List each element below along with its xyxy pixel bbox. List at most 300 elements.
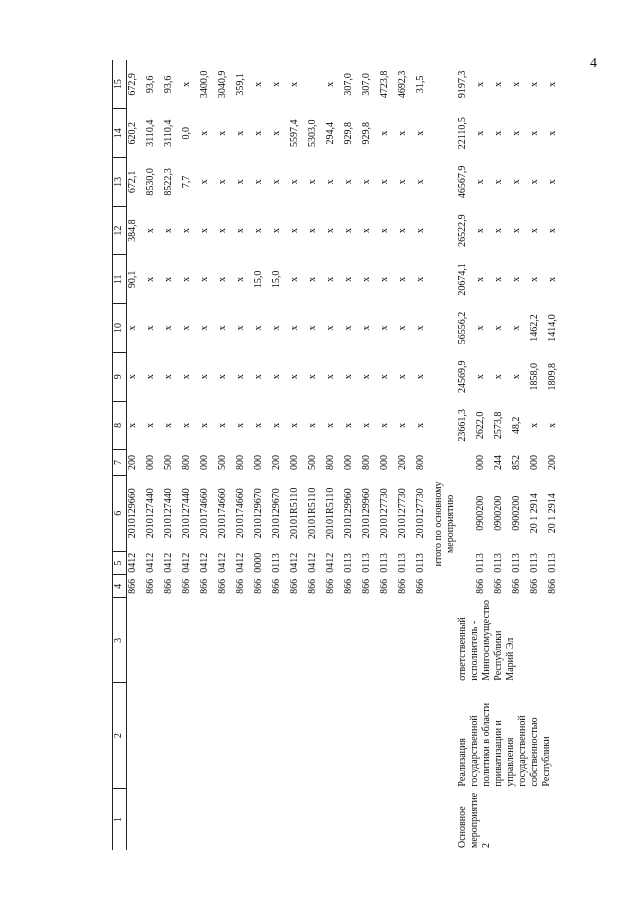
column-header: 11 <box>113 255 127 304</box>
table-cell: x <box>547 228 558 234</box>
table-cell: x <box>361 228 372 234</box>
table-cell: 866 <box>397 578 408 594</box>
table-cell: 200 <box>547 454 558 470</box>
table-cell: x <box>325 374 336 380</box>
empty-cell <box>145 598 163 683</box>
table-cell: x <box>289 228 300 234</box>
table-cell: 2010127730 <box>397 488 408 539</box>
table-cell: 20101R5110 <box>289 487 300 539</box>
table-cell: 3400,0 <box>199 70 210 99</box>
table-cell: x <box>379 130 390 136</box>
table-cell: 359,1 <box>235 73 246 96</box>
table-cell: x <box>127 325 138 331</box>
table-cell: x <box>397 422 408 428</box>
table-cell: 2573,8 <box>493 411 504 440</box>
table-row <box>379 60 397 850</box>
table-cell: x <box>397 276 408 282</box>
table-cell: x <box>199 374 210 380</box>
table-cell: 852 <box>511 454 522 470</box>
table-cell: 93,6 <box>145 75 156 94</box>
table-cell: x <box>361 325 372 331</box>
total-cell: 46567,9 <box>457 165 468 199</box>
empty-cell <box>415 683 433 789</box>
table-cell: x <box>289 179 300 185</box>
table-cell: 500 <box>217 454 228 470</box>
table-cell: 0113 <box>397 553 408 573</box>
table-cell: x <box>271 228 282 234</box>
empty-cell <box>235 598 253 683</box>
table-cell: x <box>547 276 558 282</box>
table-cell: x <box>235 228 246 234</box>
table-row <box>145 60 163 850</box>
table-row <box>217 60 235 850</box>
table-cell: x <box>181 374 192 380</box>
table-cell: 3040,9 <box>217 70 228 99</box>
table-cell: 2010174660 <box>217 488 228 539</box>
table-cell: 866 <box>379 578 390 594</box>
total-cell: 26522,9 <box>457 214 468 247</box>
table-cell: 1858,0 <box>529 362 540 391</box>
table-cell: 0113 <box>271 553 282 573</box>
table-cell: x <box>475 276 486 282</box>
column-header: 7 <box>113 450 127 475</box>
table-cell: 0900200 <box>493 495 504 531</box>
empty-cell <box>163 683 181 789</box>
table-cell: x <box>253 130 264 136</box>
table-cell: 294,4 <box>325 121 336 145</box>
table-cell: x <box>343 422 354 428</box>
table-cell: x <box>415 422 426 428</box>
empty-cell <box>271 598 289 683</box>
table-cell: x <box>271 179 282 185</box>
table-cell: x <box>163 422 174 428</box>
table-cell: x <box>289 81 300 87</box>
table-cell: 2010127730 <box>415 488 426 539</box>
page-number: 4 <box>590 56 597 71</box>
table-cell: x <box>253 81 264 87</box>
table-cell: 500 <box>307 454 318 470</box>
empty-cell <box>199 598 217 683</box>
table-cell: x <box>475 374 486 380</box>
total-cell <box>457 450 475 475</box>
table-cell: x <box>253 179 264 185</box>
table-cell: 866 <box>289 578 300 594</box>
table-row <box>199 60 217 850</box>
table-row <box>235 60 253 850</box>
table-cell: 2010129960 <box>361 488 372 539</box>
empty-cell <box>433 683 457 789</box>
empty-cell <box>397 789 415 850</box>
table-cell: x <box>307 374 318 380</box>
table-cell: 2010174660 <box>199 488 210 539</box>
empty-cell <box>181 789 199 850</box>
empty-cell <box>289 789 307 850</box>
empty-cell <box>397 598 415 683</box>
empty-cell <box>289 683 307 789</box>
empty-cell <box>343 683 361 789</box>
table-cell: 0412 <box>199 552 210 573</box>
empty-cell <box>379 789 397 850</box>
table-cell: 8530,0 <box>145 168 156 196</box>
table-cell: 0412 <box>163 552 174 573</box>
table-cell: x <box>181 325 192 331</box>
table-cell: x <box>181 228 192 234</box>
table-cell: 1414,0 <box>547 314 558 342</box>
table-cell: x <box>217 325 228 331</box>
table-cell: 800 <box>181 454 192 470</box>
table-cell: 0113 <box>361 553 372 573</box>
table-row <box>361 60 379 850</box>
table-cell: x <box>397 325 408 331</box>
empty-cell <box>271 789 289 850</box>
table-cell: 800 <box>415 454 426 470</box>
empty-cell <box>433 789 457 850</box>
table-cell: 866 <box>163 578 174 594</box>
table-row <box>271 60 289 850</box>
table-row <box>397 60 415 850</box>
empty-cell <box>271 683 289 789</box>
table-cell: x <box>511 81 522 87</box>
empty-cell <box>343 789 361 850</box>
table-cell: x <box>163 276 174 282</box>
total-cell: 56556,2 <box>457 311 468 345</box>
empty-cell <box>235 683 253 789</box>
table-cell: x <box>511 374 522 380</box>
table-cell: 0113 <box>343 553 354 573</box>
empty-cell <box>217 683 235 789</box>
column-header: 4 <box>113 575 127 598</box>
total-row <box>457 60 475 850</box>
table-row <box>289 60 307 850</box>
table-cell: 2010174660 <box>235 488 246 539</box>
empty-cell <box>325 683 343 789</box>
table-cell: x <box>163 228 174 234</box>
table-cell: x <box>235 130 246 136</box>
table-cell: x <box>343 276 354 282</box>
total-cell: 9197,3 <box>457 70 468 99</box>
empty-cell <box>217 789 235 850</box>
table-cell: x <box>361 374 372 380</box>
column-header: 2 <box>113 683 127 789</box>
table-cell: 0412 <box>181 552 192 573</box>
empty-cell <box>433 598 457 683</box>
table-cell: x <box>379 179 390 185</box>
table-cell: x <box>529 276 540 282</box>
empty-cell <box>217 598 235 683</box>
table-cell: x <box>529 228 540 234</box>
table-cell: 2010129670 <box>271 488 282 539</box>
empty-cell <box>433 109 457 158</box>
table-cell: x <box>181 422 192 428</box>
table-cell: 2010127440 <box>181 488 192 539</box>
empty-cell <box>145 683 163 789</box>
table-cell: 15,0 <box>253 270 264 289</box>
table-cell: x <box>145 374 156 380</box>
table-cell: x <box>493 228 504 234</box>
table-cell: 93,6 <box>163 75 174 94</box>
table-cell: x <box>217 374 228 380</box>
table-cell: x <box>217 179 228 185</box>
table-cell: 1809,8 <box>547 362 558 391</box>
empty-cell <box>127 683 146 789</box>
table-cell: 3110,4 <box>145 119 156 147</box>
column-header: 9 <box>113 352 127 401</box>
table-cell: x <box>181 276 192 282</box>
table-cell: 20 1 2914 <box>547 493 558 534</box>
table-cell: x <box>325 422 336 428</box>
table-cell: x <box>271 422 282 428</box>
table-cell: x <box>511 276 522 282</box>
table-cell: 672,1 <box>127 170 138 194</box>
empty-cell <box>361 789 379 850</box>
table-cell: x <box>343 325 354 331</box>
table-cell: 866 <box>127 578 138 594</box>
budget-table <box>112 60 565 850</box>
table-cell: x <box>361 422 372 428</box>
table-cell: x <box>307 179 318 185</box>
table-cell: x <box>475 228 486 234</box>
activity-name-cell: Реализация государственной политики в области приватизации и управления государственной собственностью Республики <box>457 702 552 787</box>
table-cell: 0113 <box>493 553 504 573</box>
table-cell: 929,8 <box>361 121 372 145</box>
table-cell: x <box>475 325 486 331</box>
table-cell: 20 1 2914 <box>529 493 540 534</box>
table-cell: x <box>325 179 336 185</box>
header-row <box>113 60 127 850</box>
table-cell: 672,9 <box>127 73 138 96</box>
table-cell: x <box>415 276 426 282</box>
table-cell: 0113 <box>415 553 426 573</box>
table-cell: 2010127440 <box>145 488 156 539</box>
table-cell: x <box>325 325 336 331</box>
table-cell: x <box>217 276 228 282</box>
empty-cell <box>397 683 415 789</box>
table-cell: x <box>199 422 210 428</box>
table-cell: x <box>325 81 336 87</box>
responsible-executor-cell: ответственный исполнитель - Мингосимущество Республики Марий Эл <box>457 600 516 681</box>
table-cell: x <box>547 130 558 136</box>
table-cell: 5303,0 <box>307 119 318 147</box>
activity-type-cell: Основное мероприятие 2 <box>457 792 492 848</box>
table-cell: 4723,8 <box>379 70 390 99</box>
table-row <box>181 60 199 850</box>
table-cell: x <box>253 422 264 428</box>
table-cell: x <box>415 325 426 331</box>
empty-cell <box>181 598 199 683</box>
table-cell: 2622,0 <box>475 411 486 440</box>
table-cell: x <box>163 374 174 380</box>
table-cell: 000 <box>475 454 486 470</box>
table-row <box>343 60 361 850</box>
table-cell: x <box>415 179 426 185</box>
table-cell: x <box>127 422 138 428</box>
empty-cell <box>415 789 433 850</box>
empty-cell <box>145 789 163 850</box>
empty-cell <box>325 598 343 683</box>
table-cell: x <box>235 276 246 282</box>
table-cell: x <box>493 81 504 87</box>
table-cell: 929,8 <box>343 121 354 145</box>
table-cell: 200 <box>127 454 138 470</box>
table-cell: 48,2 <box>511 416 522 435</box>
table-cell: 0113 <box>475 553 486 573</box>
table-cell: 866 <box>511 578 522 594</box>
table-cell: 000 <box>343 454 354 470</box>
empty-cell <box>433 401 457 450</box>
table-cell: x <box>325 276 336 282</box>
empty-cell <box>307 683 325 789</box>
table-cell: 866 <box>307 578 318 594</box>
table-cell: 866 <box>253 578 264 594</box>
empty-cell <box>253 789 271 850</box>
table-cell: 2010129960 <box>343 488 354 539</box>
table-cell: x <box>217 130 228 136</box>
table-cell: 307,0 <box>343 73 354 96</box>
table-cell: x <box>199 130 210 136</box>
table-cell: 244 <box>493 454 504 470</box>
table-cell: x <box>397 179 408 185</box>
table-cell: 620,2 <box>127 121 138 145</box>
table-cell: x <box>493 276 504 282</box>
table-cell: 866 <box>235 578 246 594</box>
table-cell: x <box>493 374 504 380</box>
table-cell: x <box>271 374 282 380</box>
table-cell: x <box>397 374 408 380</box>
table-cell: x <box>415 130 426 136</box>
table-cell: 000 <box>145 454 156 470</box>
table-cell: 5597,4 <box>289 119 300 147</box>
table-cell: 8522,3 <box>163 168 174 196</box>
table-cell: x <box>307 325 318 331</box>
table-cell: 0412 <box>235 552 246 573</box>
empty-cell <box>433 255 457 304</box>
table-cell: 2010129670 <box>253 488 264 539</box>
table-cell: 0113 <box>511 553 522 573</box>
table-cell: 0412 <box>217 552 228 573</box>
table-cell: 307,0 <box>361 73 372 96</box>
empty-cell <box>127 789 146 850</box>
table-cell: x <box>529 130 540 136</box>
empty-cell <box>163 598 181 683</box>
table-cell: 4692,3 <box>397 70 408 99</box>
table-cell: x <box>325 228 336 234</box>
table-cell: x <box>181 81 192 87</box>
table-cell: x <box>127 374 138 380</box>
table-cell: 866 <box>343 578 354 594</box>
table-cell: 2010127440 <box>163 488 174 539</box>
table-cell: 3110,4 <box>163 119 174 147</box>
table-cell: x <box>379 422 390 428</box>
empty-cell <box>433 304 457 353</box>
table-cell: x <box>217 422 228 428</box>
table-cell: 800 <box>361 454 372 470</box>
table-cell: 000 <box>529 454 540 470</box>
table-cell: 384,8 <box>127 219 138 242</box>
total-cell <box>457 551 475 574</box>
table-cell: x <box>529 422 540 428</box>
table-row <box>325 60 343 850</box>
column-header: 8 <box>113 401 127 450</box>
table-cell: x <box>145 325 156 331</box>
total-cell: 23661,3 <box>457 409 468 442</box>
table-cell: x <box>235 374 246 380</box>
total-label-row <box>433 60 457 850</box>
total-cell: 20674,1 <box>457 263 468 296</box>
table-cell: 0412 <box>145 552 156 573</box>
table-cell: 866 <box>529 578 540 594</box>
table-cell: 0113 <box>529 553 540 573</box>
table-cell: 0113 <box>547 553 558 573</box>
total-cell <box>457 575 475 598</box>
table-row <box>253 60 271 850</box>
table-cell: x <box>145 422 156 428</box>
table-cell: x <box>253 374 264 380</box>
table-cell: x <box>307 228 318 234</box>
table-cell: 7,7 <box>181 175 192 189</box>
table-cell: 2010129660 <box>127 488 138 539</box>
table-cell <box>307 60 325 109</box>
total-cell <box>457 475 475 551</box>
table-cell: x <box>511 228 522 234</box>
table-cell: 800 <box>325 454 336 470</box>
table-cell: x <box>529 179 540 185</box>
empty-cell <box>307 598 325 683</box>
table-cell: 500 <box>163 454 174 470</box>
empty-cell <box>253 598 271 683</box>
table-cell: x <box>379 325 390 331</box>
empty-cell <box>361 683 379 789</box>
column-header: 12 <box>113 206 127 255</box>
total-cell: 24569,9 <box>457 360 468 393</box>
table-cell: 15,0 <box>271 270 282 289</box>
table-cell: x <box>145 276 156 282</box>
table-cell: 800 <box>235 454 246 470</box>
empty-cell <box>433 158 457 207</box>
table-cell: x <box>289 374 300 380</box>
table-cell: 866 <box>181 578 192 594</box>
column-header: 14 <box>113 109 127 158</box>
table-cell: 31,5 <box>415 75 426 94</box>
table-cell: x <box>415 374 426 380</box>
table-cell: 200 <box>271 454 282 470</box>
table-cell: 200 <box>397 454 408 470</box>
column-header: 6 <box>113 475 127 551</box>
table-cell: 866 <box>145 578 156 594</box>
table-cell: x <box>235 422 246 428</box>
table-cell: x <box>271 325 282 331</box>
table-cell: x <box>361 179 372 185</box>
column-header: 3 <box>113 598 127 683</box>
table-cell: 866 <box>199 578 210 594</box>
table-row <box>163 60 181 850</box>
empty-cell <box>343 598 361 683</box>
table-cell: x <box>547 179 558 185</box>
table-cell: x <box>253 228 264 234</box>
table-cell: 866 <box>415 578 426 594</box>
table-cell: 0900200 <box>511 495 522 531</box>
table-row <box>307 60 325 850</box>
table-cell: x <box>307 276 318 282</box>
table-cell: 90,1 <box>127 270 138 289</box>
empty-cell <box>235 789 253 850</box>
table-cell: 866 <box>475 578 486 594</box>
table-cell: x <box>511 179 522 185</box>
table-cell: 866 <box>547 578 558 594</box>
empty-cell <box>307 789 325 850</box>
table-cell: x <box>163 325 174 331</box>
table-cell: x <box>379 374 390 380</box>
table-row <box>127 60 146 850</box>
